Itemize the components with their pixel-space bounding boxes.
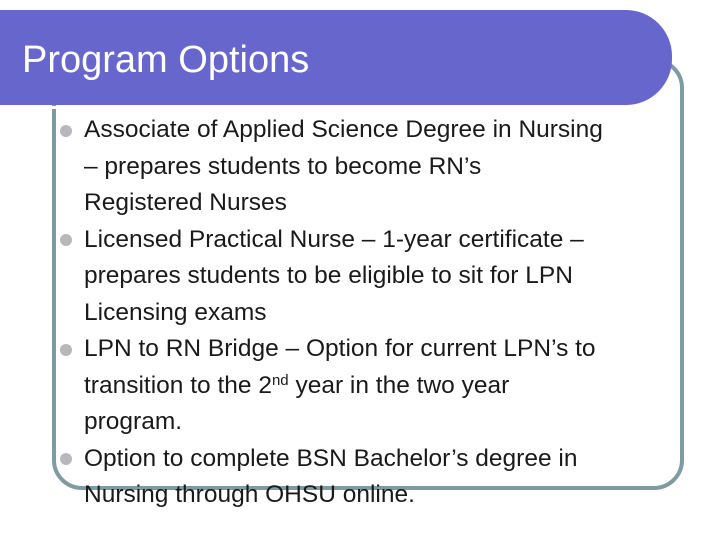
bullet-dot-icon	[60, 453, 72, 465]
ordinal-superscript: nd	[271, 371, 289, 389]
bullet-text-line: Registered Nurses	[84, 189, 287, 216]
bullet-text-line: Nursing through OHSU online.	[84, 481, 415, 508]
bullet-text-line: Option to complete BSN Bachelor’s degree in	[84, 444, 578, 472]
bullet-item-associate-degree	[0, 112, 603, 222]
text-before-superscript: transition to the 2	[84, 371, 272, 399]
bullet-text-line: – prepares students to become RN’s	[84, 152, 482, 180]
bullet-dot-icon	[60, 125, 72, 137]
bullet-text-line: LPN to RN Bridge – Option for current LPN’s to	[84, 335, 596, 362]
text-after-superscript: year in the two year	[288, 371, 510, 399]
bullet-item-bsn-option	[0, 441, 603, 514]
bullet-text-line: Licensed Practical Nurse – 1-year certificate –	[84, 225, 584, 253]
bullet-item-lpn-rn-bridge	[0, 331, 603, 441]
bullet-text-line: prepares students to be eligible to sit for LPN	[84, 262, 573, 289]
bullet-list	[0, 112, 603, 514]
slide-title: Program Options	[22, 39, 310, 81]
bullet-text-line-with-superscript	[84, 368, 603, 405]
bullet-text-line: program.	[84, 408, 183, 435]
title-bar	[0, 10, 672, 105]
bullet-text-line: Associate of Applied Science Degree in Nursing	[84, 116, 603, 143]
bullet-text-line: Licensing exams	[84, 298, 267, 326]
title-underline	[0, 106, 640, 109]
bullet-dot-icon	[60, 344, 72, 356]
bullet-item-lpn-certificate	[0, 222, 603, 332]
bullet-dot-icon	[60, 234, 72, 246]
